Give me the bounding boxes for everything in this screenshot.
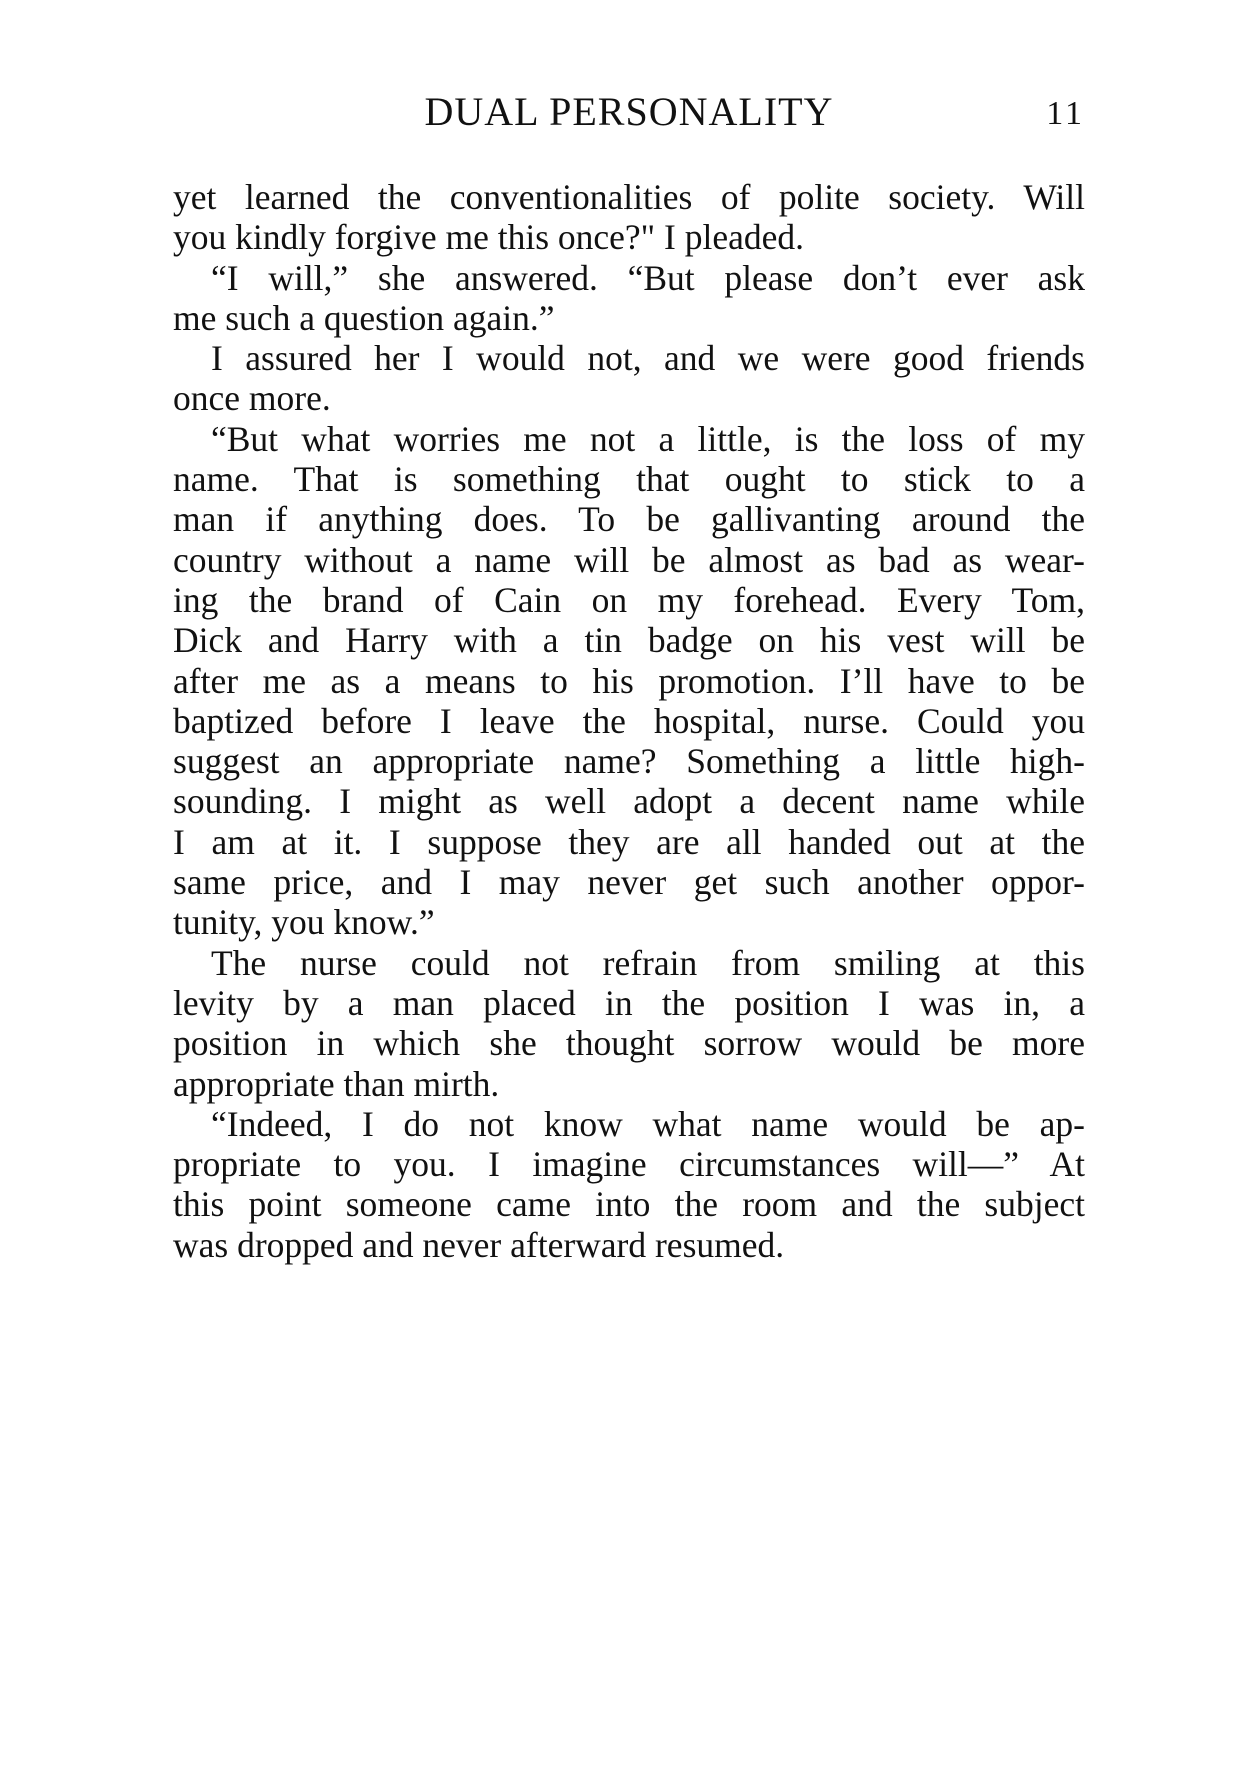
text-line: yet learned the conventionalities of polite society. Will (173, 177, 1085, 217)
body-text (173, 177, 1085, 1265)
page-header (173, 82, 1085, 142)
text-line: this point someone came into the room and the subject (173, 1184, 1085, 1225)
text-line: once more. (173, 378, 331, 419)
text-line: position in which she thought sorrow would be more (173, 1023, 1085, 1064)
text-line: ing the brand of Cain on my forehead. Every Tom, (173, 579, 1085, 620)
text-line: me such a question again.” (173, 297, 555, 338)
text-line: name. That is something that ought to stick to a (173, 459, 1085, 500)
text-line: “But what worries me not a little, is the loss of my (211, 418, 1085, 459)
text-line: same price, and I may never get such another oppor- (173, 862, 1085, 903)
text-line: suggest an appropriate name? Something a little high- (173, 741, 1085, 782)
running-title: DUAL PERSONALITY (424, 89, 834, 134)
text-line: “Indeed, I do not know what name would be ap- (211, 1103, 1085, 1144)
page-number: 11 (1046, 95, 1085, 132)
text-line: propriate to you. I imagine circumstances will—” At (173, 1144, 1085, 1185)
text-line: I assured her I would not, and we were good friends (211, 338, 1085, 379)
text-line: baptized before I leave the hospital, nurse. Could you (173, 700, 1085, 741)
text-line: sounding. I might as well adopt a decent name while (173, 781, 1085, 822)
text-line: man if anything does. To be gallivanting around the (173, 499, 1085, 540)
text-line: you kindly forgive me this once?" I pleaded. (173, 217, 804, 258)
text-line: The nurse could not refrain from smiling at this (211, 942, 1085, 983)
text-line: I am at it. I suppose they are all handed out at the (173, 821, 1085, 862)
text-line: Dick and Harry with a tin badge on his vest will be (173, 620, 1085, 661)
text-line: “I will,” she answered. “But please don’t ever ask (211, 257, 1085, 298)
text-line: country without a name will be almost as bad as wear- (173, 539, 1085, 580)
text-line: tunity, you know.” (173, 902, 435, 943)
text-line: after me as a means to his promotion. I’ll have to be (173, 660, 1085, 701)
text-line: levity by a man placed in the position I was in, a (173, 982, 1085, 1023)
text-line: appropriate than mirth. (173, 1063, 500, 1104)
text-line: was dropped and never afterward resumed. (173, 1224, 785, 1265)
